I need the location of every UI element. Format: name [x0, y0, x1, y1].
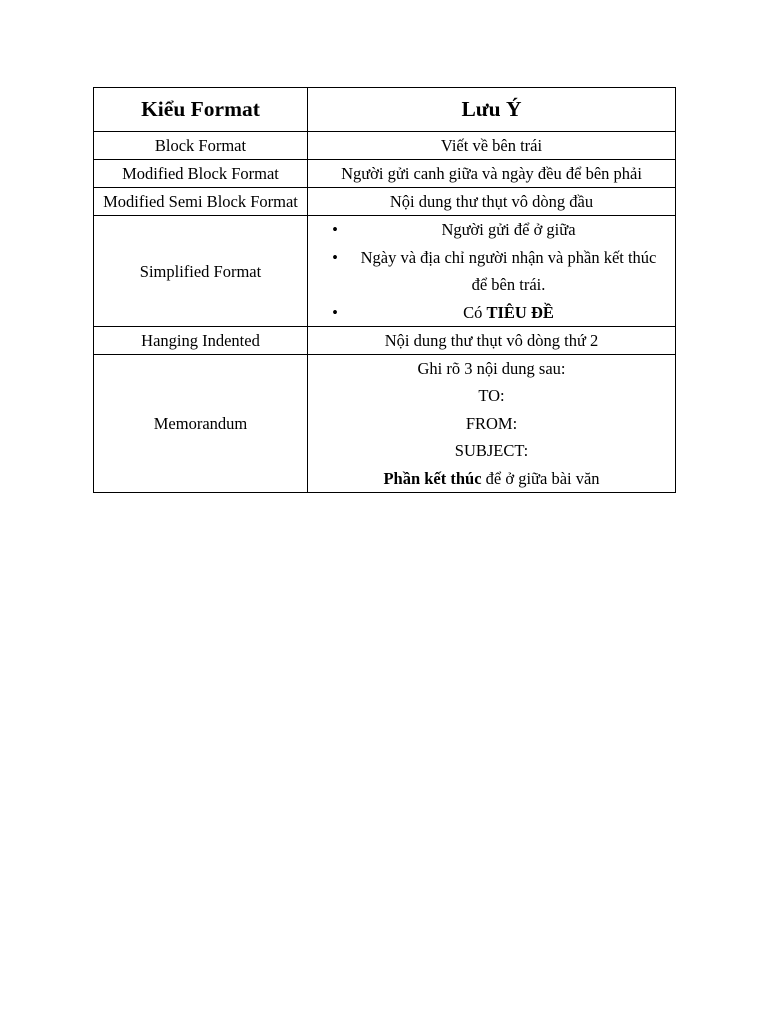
format-cell: Modified Semi Block Format [94, 188, 308, 216]
table-row [94, 188, 676, 216]
note-cell: Viết về bên trái [308, 132, 676, 160]
table-row [94, 327, 676, 355]
list-item-prefix: Có [463, 302, 487, 322]
note-cell: Người gửi canh giữa và ngày đều để bên phải [308, 160, 676, 188]
format-cell: Modified Block Format [94, 160, 308, 188]
table-row [94, 355, 676, 493]
memo-line: FROM: [465, 413, 518, 433]
memo-closing-line [312, 465, 671, 492]
list-item-text: Người gửi để ở giữa [441, 220, 576, 239]
format-cell: Hanging Indented [94, 327, 308, 355]
note-cell: Nội dung thư thụt vô dòng thứ 2 [308, 327, 676, 355]
memo-line: SUBJECT: [454, 441, 529, 461]
bullet-list [312, 216, 671, 326]
table-row [94, 132, 676, 160]
bullet-icon: • [332, 220, 338, 239]
format-cell: Memorandum [94, 355, 308, 493]
list-item [312, 244, 671, 299]
list-item-text: Ngày và địa chỉ người nhận và phần kết thúc để bên trái. [360, 247, 657, 294]
format-table [93, 87, 676, 493]
bullet-icon: • [332, 247, 338, 267]
memo-line: TO: [478, 386, 505, 406]
memo-closing-bold: Phần kết thúc [383, 468, 482, 488]
header-format-type: Kiểu Format [94, 88, 308, 132]
header-note: Lưu Ý [308, 88, 676, 132]
memo-line: Ghi rõ 3 nội dung sau: [417, 359, 566, 378]
table-header-row [94, 88, 676, 132]
note-cell [308, 355, 676, 493]
list-item [312, 216, 671, 244]
bullet-icon: • [332, 302, 338, 322]
memo-closing-rest: để ở giữa bài văn [481, 468, 600, 488]
format-cell: Simplified Format [94, 216, 308, 327]
table-row [94, 160, 676, 188]
note-cell: Nội dung thư thụt vô dòng đầu [308, 188, 676, 216]
list-item [312, 299, 671, 327]
note-cell [308, 216, 676, 327]
list-item-bold-text: TIÊU ĐỀ [486, 302, 554, 322]
table-row [94, 216, 676, 327]
format-cell: Block Format [94, 132, 308, 160]
